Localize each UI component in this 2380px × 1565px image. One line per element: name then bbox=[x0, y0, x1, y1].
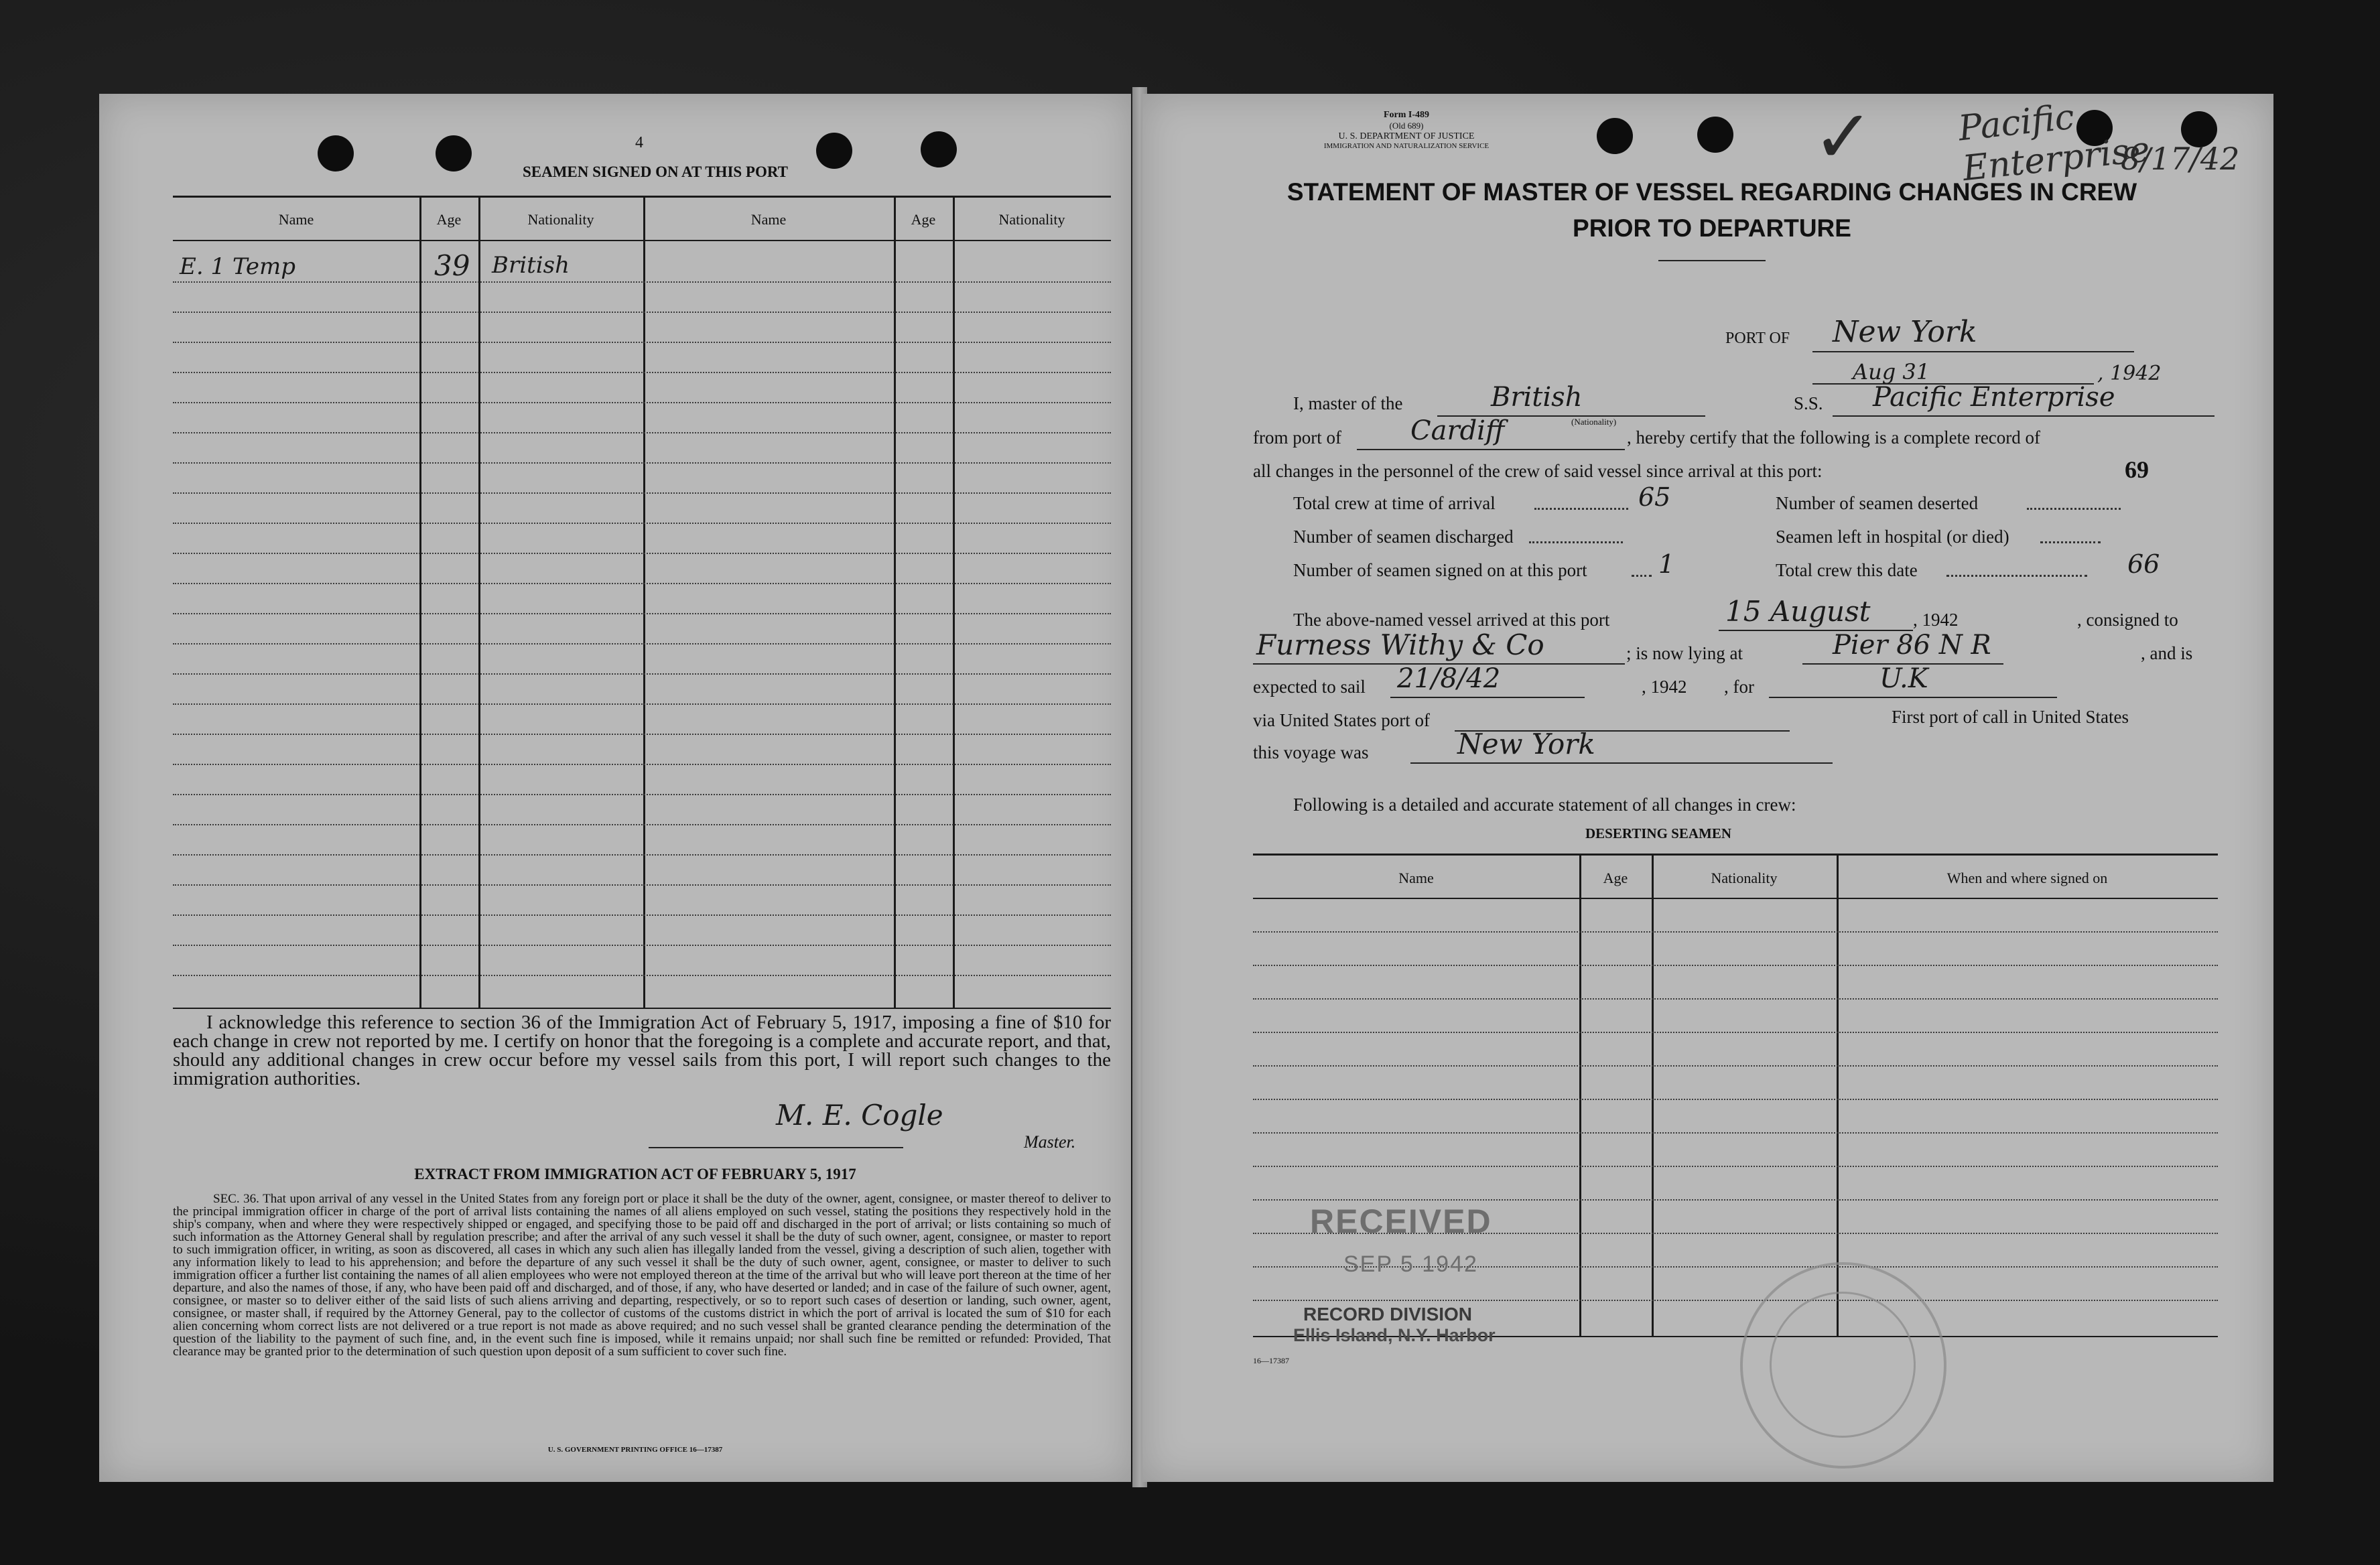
leader-dots bbox=[2027, 508, 2121, 510]
department: U. S. DEPARTMENT OF JUSTICE bbox=[1338, 131, 1475, 141]
row-rule bbox=[173, 854, 1111, 856]
signed-on-value: 1 bbox=[1658, 549, 1675, 579]
port-of-value: New York bbox=[1833, 315, 1977, 349]
col-header-nationality: Nationality bbox=[527, 211, 594, 228]
nationality-value: British bbox=[1491, 382, 1583, 413]
form-title-line1: STATEMENT OF MASTER OF VESSEL REGARDING CHANGES IN CREW bbox=[1286, 178, 2137, 206]
leader-dots bbox=[2040, 541, 2101, 543]
extract-text: SEC. 36. That upon arrival of any vessel in the United States from any foreign port or place it shall be the duty of the owner, agent, consignee, or master thereof to deliver to the principal immigration officer in charge of the port of arrival lists containing the names of all aliens employed on such vessel, stating the positions they respectively hold in the ship's company, when and where they were respectively shipped or engaged, and specifying those to be paid off and discharged in the port of arrival; or lists containing so much of such information as the Attorney General shall by regulation prescribe; and after the arrival of any such vessel it shall be the duty of such owner, agent, consignee, or master to report to such immigration officer, in writing, as soon as discovered, all cases in which any such alien has illegally landed from the vessel, giving a description of such alien, together with any information likely to lead to his apprehension; and before the departure of any such vessel it shall be the duty of such owner, agent, consignee, or master to deliver to such immigration officer a further list containing the names of all alien employees who were not employed thereon at the time of the arrival but who will leave port thereon at the time of her departure, and also the names of those, if any, who have been paid off and discharged, and of those, if any, who have deserted or landed; and in case of the failure of such owner, agent, consignee, or master so to deliver either of the said lists of such aliens arriving and departing, respectively, or so to report such cases of desertion or landing, such owner, agent, consignee, or master shall, if required by the Attorney General, pay to the collector of customs of the customs district in which the port of arrival is located the sum of $10 for each alien concerning whom correct lists are not delivered or a true report is not made as above required; and no such vessel shall be granted clearance pending the determination of the question of the liability to the payment of such fine, and, in the event such fine is imposed, while it remains unpaid; nor shall such fine be remitted or refunded: Provided, That clearance may be granted prior to the determination of such question upon deposit of a sum sufficient to cover such fine. bbox=[173, 1192, 1111, 1359]
row-rule bbox=[173, 492, 1111, 494]
from-port-line bbox=[1357, 449, 1625, 450]
deserting-col-signed-on: When and where signed on bbox=[1946, 870, 2108, 886]
title-rule bbox=[1658, 260, 1766, 261]
seal-stamp bbox=[1740, 1262, 1946, 1469]
table-row-age: 39 bbox=[434, 249, 470, 282]
deserting-header-rule bbox=[1253, 898, 2218, 899]
punch-hole bbox=[436, 135, 472, 172]
row-rule bbox=[1253, 1199, 2218, 1201]
sheet-mark: 69 bbox=[2125, 456, 2149, 483]
row-rule bbox=[1253, 931, 2218, 933]
col-header-age: Age bbox=[911, 211, 936, 228]
form-old: (Old 689) bbox=[1389, 121, 1424, 131]
arrived-value: 15 August bbox=[1725, 595, 1871, 628]
left-page bbox=[99, 94, 1131, 1482]
row-rule bbox=[173, 312, 1111, 314]
row-rule bbox=[1253, 998, 2218, 1000]
expected-label: expected to sail bbox=[1253, 677, 1366, 697]
expected-year: , 1942 bbox=[1642, 677, 1687, 697]
lying-label: ; is now lying at bbox=[1626, 643, 1743, 663]
table-top-rule bbox=[173, 196, 1111, 198]
page-number: 4 bbox=[635, 134, 643, 151]
nationality-caption: (Nationality) bbox=[1571, 417, 1617, 427]
row-rule bbox=[173, 794, 1111, 796]
row-rule bbox=[1253, 1300, 2218, 1302]
check-mark-icon: ✓ bbox=[1812, 94, 1875, 180]
signature-line bbox=[649, 1147, 903, 1148]
row-rule bbox=[1253, 1166, 2218, 1168]
for-line bbox=[1769, 697, 2057, 698]
for-label: , for bbox=[1724, 677, 1754, 697]
following-text: Following is a detailed and accurate statement of all changes in crew: bbox=[1293, 795, 1796, 815]
master-of-label: I, master of the bbox=[1293, 393, 1403, 413]
port-of-label: PORT OF bbox=[1725, 330, 1790, 347]
first-port-line bbox=[1410, 762, 1833, 764]
discharged-label: Number of seamen discharged bbox=[1293, 527, 1514, 547]
total-date-label: Total crew this date bbox=[1776, 560, 1918, 580]
leader-dots bbox=[1946, 575, 2087, 577]
acknowledgement-text: I acknowledge this reference to section 36 of the Immigration Act of February 5, 1917, imposing a fine of $10 for each change in crew not reported by me. I certify on honor that the foregoing is a complete and accurate report, and that, should any additional changes in crew occur before my vessel sails from this port, I will report such changes to the immigration authorities. bbox=[173, 1012, 1111, 1089]
row-rule bbox=[173, 462, 1111, 464]
annotation-date: 8/17/42 bbox=[2121, 141, 2240, 177]
received-stamp: RECEIVED bbox=[1310, 1203, 1492, 1240]
row-rule bbox=[1253, 965, 2218, 967]
col-header-age: Age bbox=[436, 211, 462, 228]
row-rule bbox=[1253, 1065, 2218, 1067]
printer-line: U. S. GOVERNMENT PRINTING OFFICE 16—17387 bbox=[547, 1446, 723, 1454]
table-header-rule bbox=[173, 240, 1111, 241]
stamp-date: SEP 5 1942 bbox=[1343, 1251, 1478, 1277]
changes-text: all changes in the personnel of the crew of said vessel since arrival at this port: bbox=[1253, 461, 1823, 481]
deserted-label: Number of seamen deserted bbox=[1776, 493, 1979, 513]
row-rule bbox=[1253, 1032, 2218, 1034]
row-rule bbox=[173, 673, 1111, 675]
consigned-label: , consigned to bbox=[2077, 610, 2178, 630]
row-rule bbox=[173, 432, 1111, 434]
annotation-name: Pacific Enterprise bbox=[1957, 96, 2152, 190]
row-rule bbox=[173, 975, 1111, 977]
row-rule bbox=[173, 643, 1111, 645]
form-number: Form I-489 bbox=[1383, 110, 1430, 120]
row-rule bbox=[173, 402, 1111, 404]
leader-dots bbox=[1632, 575, 1652, 577]
master-label: Master. bbox=[1024, 1132, 1076, 1152]
row-rule bbox=[173, 914, 1111, 916]
deserting-col-name: Name bbox=[1398, 870, 1434, 886]
ss-label: S.S. bbox=[1794, 393, 1823, 413]
row-rule bbox=[173, 342, 1111, 344]
and-is-label: , and is bbox=[2141, 643, 2193, 663]
signed-on-label: Number of seamen signed on at this port bbox=[1293, 560, 1587, 580]
punch-hole bbox=[1597, 118, 1633, 154]
date-value: Aug 31 bbox=[1853, 359, 1930, 385]
row-rule bbox=[173, 764, 1111, 766]
col-divider bbox=[1579, 854, 1581, 1336]
row-rule bbox=[1253, 1099, 2218, 1101]
col-header-name: Name bbox=[750, 211, 787, 228]
leader-dots bbox=[1529, 541, 1623, 543]
leader-dots bbox=[1534, 508, 1628, 510]
consignee-value: Furness Withy & Co bbox=[1256, 628, 1544, 661]
seamen-signed-heading: SEAMEN SIGNED ON AT THIS PORT bbox=[522, 163, 789, 180]
deserting-col-nationality: Nationality bbox=[1711, 870, 1778, 886]
hospital-label: Seamen left in hospital (or died) bbox=[1776, 527, 2009, 547]
lying-value: Pier 86 N R bbox=[1833, 630, 1991, 661]
row-rule bbox=[173, 613, 1111, 615]
via-label: via United States port of bbox=[1253, 710, 1430, 730]
service: IMMIGRATION AND NATURALIZATION SERVICE bbox=[1323, 142, 1490, 150]
table-row-name: E. 1 Temp bbox=[180, 253, 296, 280]
col-header-nationality: Nationality bbox=[998, 211, 1065, 228]
right-page bbox=[1142, 94, 2273, 1482]
punch-hole bbox=[1697, 117, 1733, 153]
row-rule bbox=[173, 281, 1111, 283]
first-port-label: First port of call in United States bbox=[1892, 707, 2129, 727]
table-bottom-rule bbox=[173, 1008, 1111, 1009]
col-divider bbox=[1652, 854, 1654, 1336]
row-rule bbox=[173, 884, 1111, 886]
date-year: , 1942 bbox=[2097, 362, 2162, 385]
record-division-stamp: RECORD DIVISION bbox=[1303, 1304, 1473, 1324]
ellis-island-stamp: Ellis Island, N.Y. Harbor bbox=[1293, 1325, 1496, 1345]
deserting-table-top bbox=[1253, 854, 2218, 856]
extract-title: EXTRACT FROM IMMIGRATION ACT OF FEBRUARY 5, 1917 bbox=[414, 1166, 856, 1182]
deserting-col-age: Age bbox=[1603, 870, 1628, 886]
arrived-year: , 1942 bbox=[1913, 610, 1959, 630]
from-port-value: Cardiff bbox=[1410, 415, 1505, 446]
row-rule bbox=[173, 703, 1111, 705]
first-port-value: New York bbox=[1457, 728, 1595, 760]
expected-line bbox=[1390, 697, 1585, 698]
port-of-line bbox=[1812, 351, 2134, 352]
table-row-nationality: British bbox=[492, 252, 570, 279]
form-footer: 16—17387 bbox=[1253, 1356, 1289, 1365]
from-port-label: from port of bbox=[1253, 427, 1341, 448]
row-rule bbox=[173, 553, 1111, 555]
master-signature: M. E. Cogle bbox=[776, 1099, 943, 1132]
punch-hole bbox=[318, 135, 354, 172]
this-voyage-label: this voyage was bbox=[1253, 742, 1369, 762]
total-arrival-label: Total crew at time of arrival bbox=[1293, 493, 1496, 513]
vessel-name: Pacific Enterprise bbox=[1873, 382, 2115, 413]
form-title-line2: PRIOR TO DEPARTURE bbox=[1573, 214, 1851, 242]
row-rule bbox=[173, 734, 1111, 736]
arrived-label: The above-named vessel arrived at this port bbox=[1293, 610, 1610, 630]
punch-hole bbox=[921, 131, 957, 167]
row-rule bbox=[173, 945, 1111, 947]
expected-value: 21/8/42 bbox=[1397, 663, 1501, 694]
vessel-line bbox=[1833, 415, 2214, 417]
row-rule bbox=[173, 824, 1111, 826]
deserting-heading: DESERTING SEAMEN bbox=[1585, 825, 1732, 841]
row-rule bbox=[173, 583, 1111, 585]
row-rule bbox=[173, 523, 1111, 525]
total-date-value: 66 bbox=[2127, 549, 2160, 579]
total-arrival-value: 65 bbox=[1638, 482, 1671, 512]
col-header-name: Name bbox=[278, 211, 314, 228]
row-rule bbox=[1253, 1132, 2218, 1134]
for-value: U.K bbox=[1879, 663, 1928, 694]
row-rule bbox=[173, 372, 1111, 374]
certify-text: , hereby certify that the following is a complete record of bbox=[1627, 427, 2041, 448]
